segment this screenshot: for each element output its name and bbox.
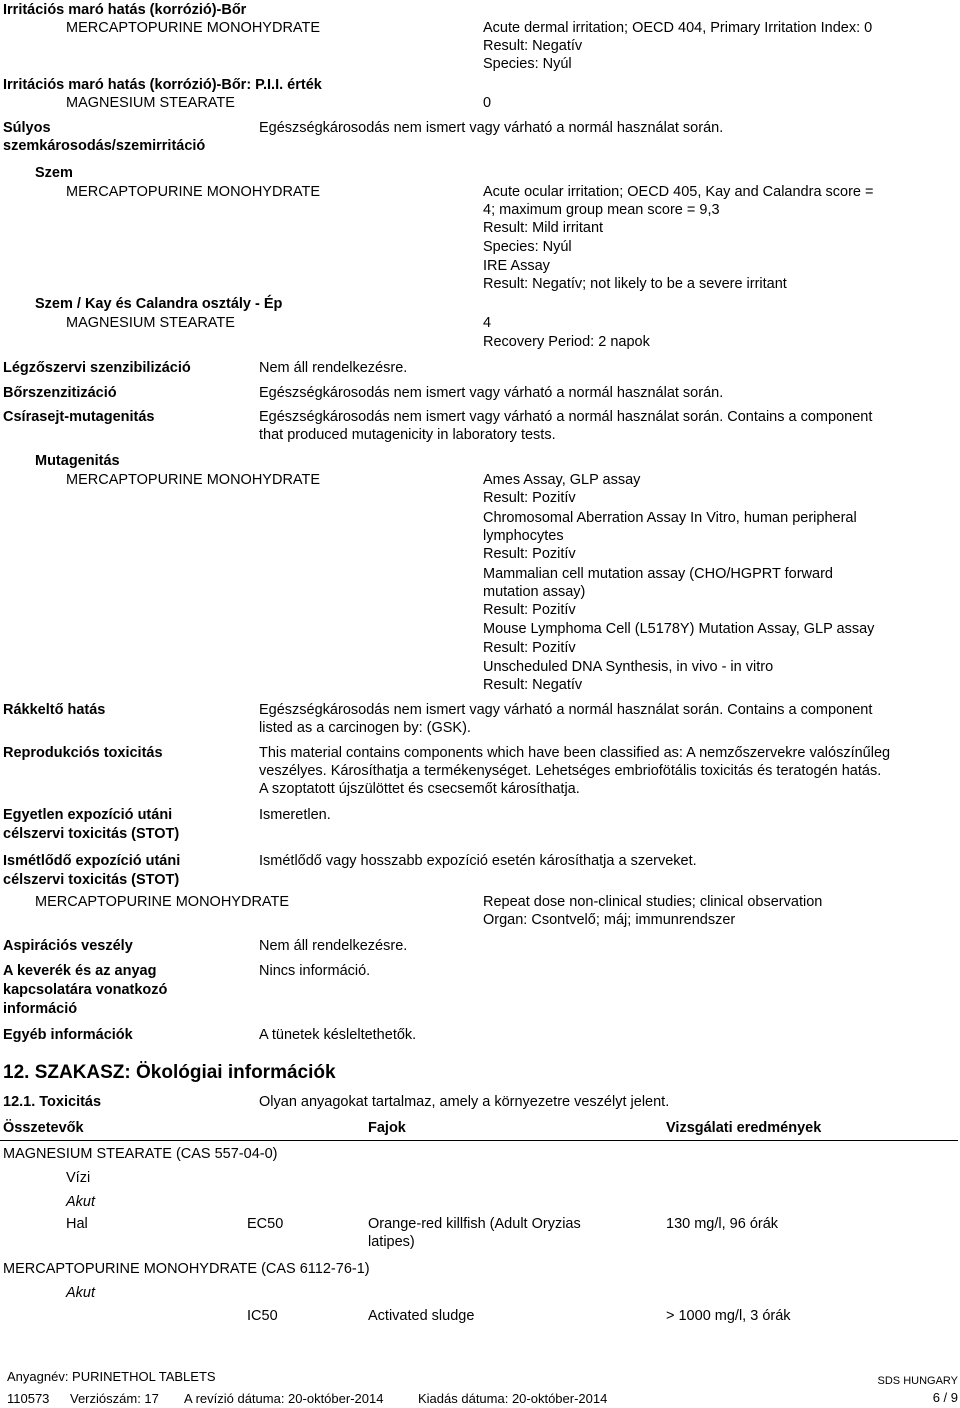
- eye-line-5: IRE Assay: [483, 258, 550, 274]
- stot-single-text: Ismeretlen.: [259, 807, 331, 823]
- eye-line-1: Acute ocular irritation; OECD 405, Kay and Calandra score =: [483, 184, 874, 200]
- table-component-1: MAGNESIUM STEARATE (CAS 557-04-0): [3, 1146, 278, 1162]
- mutagenicity-line-3: Chromosomal Aberration Assay In Vitro, human peripheral: [483, 510, 857, 526]
- eye-damage-text: Egészségkárosodás nem ismert vagy várható a normál használat során.: [259, 120, 724, 136]
- skin-irritation-line-2: Result: Negatív: [483, 38, 583, 54]
- table-species-1-cont: latipes): [368, 1234, 415, 1250]
- table-result-1: 130 mg/l, 96 órák: [666, 1216, 779, 1232]
- eye-heading: Szem: [35, 165, 73, 181]
- table-header-results: Vizsgálati eredmények: [666, 1120, 822, 1136]
- mutagenicity-line-4: lymphocytes: [483, 528, 564, 544]
- stot-repeated-label-2: célszervi toxicitás (STOT): [3, 872, 180, 888]
- repro-tox-text-2: veszélyes. Károsíthatja a termékenységet. Lehetséges embriofötális toxicitás és teratogén hatás.: [259, 763, 882, 779]
- mutagenicity-line-12: Result: Negatív: [483, 677, 583, 693]
- repro-tox-text-3: A szoptatott újszülöttet és csecsemőt károsíthatja.: [259, 781, 580, 797]
- germ-cell-label: Csírasejt-mutagenitás: [3, 409, 155, 425]
- table-organism-1: Hal: [66, 1216, 88, 1232]
- stot-repeated-line-2: Organ: Csontvelő; máj; immunrendszer: [483, 912, 736, 928]
- eye-damage-label-2: szemkárosodás/szemirritáció: [3, 138, 206, 154]
- stot-repeated-label: Ismétlődő expozíció utáni: [3, 853, 181, 869]
- mixture-info-label-2: kapcsolatára vonatkozó: [3, 982, 168, 998]
- toxicity-label: 12.1. Toxicitás: [3, 1094, 102, 1110]
- table-header-rule: [0, 1140, 958, 1141]
- skin-irritation-line-1: Acute dermal irritation; OECD 404, Primary Irritation Index: 0: [483, 20, 873, 36]
- mixture-info-text: Nincs információ.: [259, 963, 371, 979]
- table-env-1: Vízi: [66, 1170, 91, 1186]
- footer-revision-date: A revízió dátuma: 20-október-2014: [184, 1391, 384, 1406]
- aspiration-label: Aspirációs veszély: [3, 938, 133, 954]
- skin-pii-heading: Irritációs maró hatás (korrózió)-Bőr: P.I.I. érték: [3, 77, 322, 93]
- mutagenicity-heading: Mutagenitás: [35, 453, 120, 469]
- mutagenicity-line-2: Result: Pozitív: [483, 490, 576, 506]
- resp-sens-label: Légzőszervi szenzibilizáció: [3, 360, 191, 376]
- skin-irritation-line-3: Species: Nyúl: [483, 56, 572, 72]
- table-result-2: > 1000 mg/l, 3 órák: [666, 1308, 791, 1324]
- table-component-2: MERCAPTOPURINE MONOHYDRATE (CAS 6112-76-1): [3, 1261, 370, 1277]
- mutagenicity-line-8: Result: Pozitív: [483, 602, 576, 618]
- table-endpoint-2: IC50: [247, 1308, 278, 1324]
- other-info-label: Egyéb információk: [3, 1027, 133, 1043]
- other-info-text: A tünetek késleltethetők.: [259, 1027, 417, 1043]
- footer-sds-label: SDS HUNGARY: [877, 1375, 958, 1387]
- mutagenicity-line-10: Result: Pozitív: [483, 640, 576, 656]
- mutagenicity-line-7: mutation assay): [483, 584, 586, 600]
- mixture-info-label-3: információ: [3, 1001, 78, 1017]
- table-duration-1: Akut: [66, 1194, 96, 1210]
- skin-pii-component: MAGNESIUM STEARATE: [66, 95, 235, 111]
- eye-kay-value: 4: [483, 315, 492, 331]
- stot-single-label: Egyetlen expozíció utáni: [3, 807, 173, 823]
- table-header-components: Összetevők: [3, 1120, 84, 1136]
- eye-line-4: Species: Nyúl: [483, 239, 572, 255]
- stot-single-label-2: célszervi toxicitás (STOT): [3, 826, 180, 842]
- skin-irritation-component: MERCAPTOPURINE MONOHYDRATE: [66, 20, 321, 36]
- stot-repeated-component: MERCAPTOPURINE MONOHYDRATE: [35, 894, 290, 910]
- toxicity-text: Olyan anyagokat tartalmaz, amely a környezetre veszélyt jelent.: [259, 1094, 670, 1110]
- repro-tox-text-1: This material contains components which have been classified as: A nemzőszervekre valószínűleg: [259, 745, 891, 761]
- table-endpoint-1: EC50: [247, 1216, 284, 1232]
- mutagenicity-line-6: Mammalian cell mutation assay (CHO/HGPRT forward: [483, 566, 833, 582]
- carcinogenicity-text-2: listed as a carcinogen by: (GSK).: [259, 720, 471, 736]
- skin-sens-text: Egészségkárosodás nem ismert vagy várható a normál használat során.: [259, 385, 724, 401]
- eye-line-2: 4; maximum group mean score = 9,3: [483, 202, 720, 218]
- footer-doc-number: 110573: [7, 1391, 50, 1406]
- skin-sens-label: Bőrszenzitizáció: [3, 385, 117, 401]
- eye-kay-component: MAGNESIUM STEARATE: [66, 315, 235, 331]
- resp-sens-text: Nem áll rendelkezésre.: [259, 360, 408, 376]
- table-species-1: Orange-red killfish (Adult Oryzias: [368, 1216, 581, 1232]
- eye-damage-label: Súlyos: [3, 120, 51, 136]
- aspiration-text: Nem áll rendelkezésre.: [259, 938, 408, 954]
- footer-issue-date: Kiadás dátuma: 20-október-2014: [418, 1391, 608, 1406]
- carcinogenicity-text-1: Egészségkárosodás nem ismert vagy várható a normál használat során. Contains a component: [259, 702, 873, 718]
- mutagenicity-component: MERCAPTOPURINE MONOHYDRATE: [66, 472, 321, 488]
- stot-repeated-text: Ismétlődő vagy hosszabb expozíció esetén károsíthatja a szerveket.: [259, 853, 697, 869]
- carcinogenicity-label: Rákkeltő hatás: [3, 702, 106, 718]
- stot-repeated-line-1: Repeat dose non-clinical studies; clinical observation: [483, 894, 823, 910]
- table-species-2: Activated sludge: [368, 1308, 475, 1324]
- table-header-species: Fajok: [368, 1120, 406, 1136]
- mutagenicity-line-5: Result: Pozitív: [483, 546, 576, 562]
- table-duration-2: Akut: [66, 1285, 96, 1301]
- germ-cell-text-1: Egészségkárosodás nem ismert vagy várható a normál használat során. Contains a component: [259, 409, 873, 425]
- section-12-title: 12. SZAKASZ: Ökológiai információk: [3, 1062, 336, 1083]
- eye-line-3: Result: Mild irritant: [483, 220, 604, 236]
- eye-component: MERCAPTOPURINE MONOHYDRATE: [66, 184, 321, 200]
- footer-version: Verziószám: 17: [70, 1391, 159, 1406]
- eye-kay-recovery: Recovery Period: 2 napok: [483, 334, 650, 350]
- mutagenicity-line-9: Mouse Lymphoma Cell (L5178Y) Mutation Assay, GLP assay: [483, 621, 875, 637]
- skin-irritation-heading: Irritációs maró hatás (korrózió)-Bőr: [3, 2, 247, 18]
- repro-tox-label: Reprodukciós toxicitás: [3, 745, 163, 761]
- eye-kay-heading: Szem / Kay és Calandra osztály - Ép: [35, 296, 283, 312]
- footer-product: Anyagnév: PURINETHOL TABLETS: [7, 1369, 216, 1384]
- mutagenicity-line-11: Unscheduled DNA Synthesis, in vivo - in vitro: [483, 659, 774, 675]
- mutagenicity-line-1: Ames Assay, GLP assay: [483, 472, 641, 488]
- footer-page-number: 6 / 9: [932, 1390, 958, 1405]
- eye-line-6: Result: Negatív; not likely to be a severe irritant: [483, 276, 787, 292]
- skin-pii-value: 0: [483, 95, 492, 111]
- germ-cell-text-2: that produced mutagenicity in laboratory tests.: [259, 427, 556, 443]
- mixture-info-label: A keverék és az anyag: [3, 963, 157, 979]
